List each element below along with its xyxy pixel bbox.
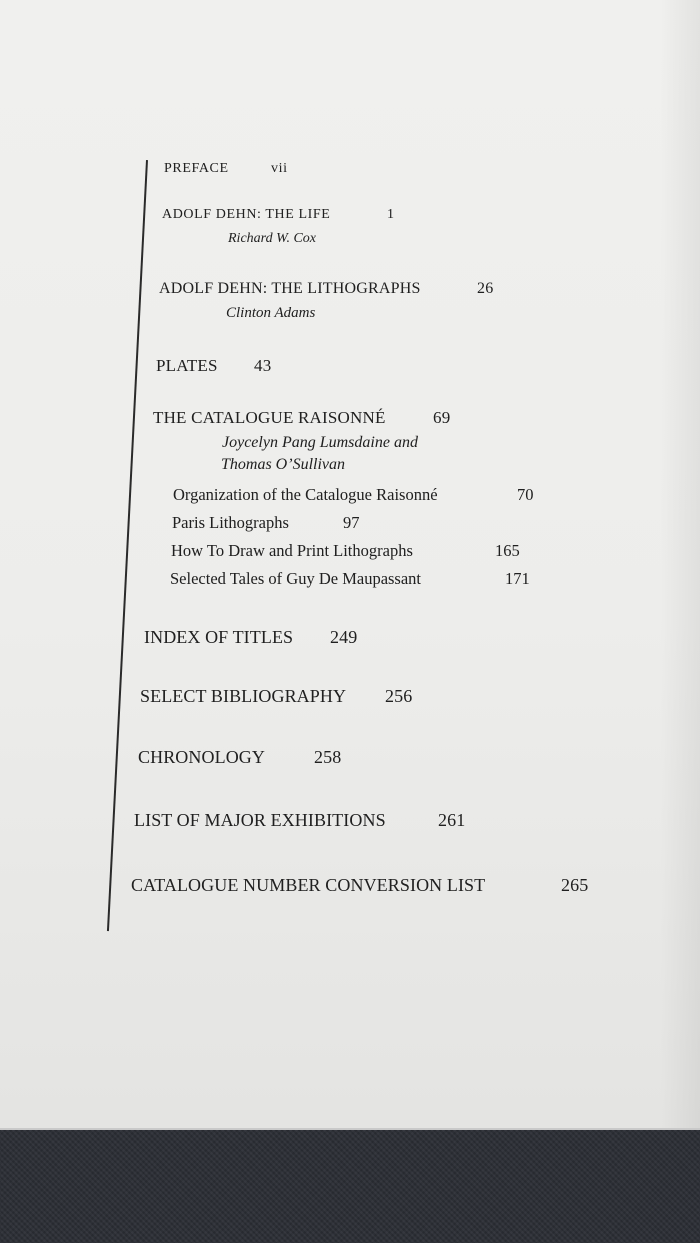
toc-entry-plates: PLATES bbox=[156, 356, 218, 375]
toc-entry-chronology: CHRONOLOGY bbox=[138, 747, 265, 767]
toc-subentry-page: 165 bbox=[495, 541, 520, 560]
book-cover-cloth bbox=[0, 1130, 700, 1243]
toc-author-catalogue-2: Thomas O’Sullivan bbox=[221, 456, 345, 473]
toc-subentry: How To Draw and Print Lithographs bbox=[171, 541, 413, 560]
toc-author-catalogue-1: Joycelyn Pang Lumsdaine and bbox=[222, 434, 418, 451]
toc-page-exhibitions: 261 bbox=[438, 810, 466, 830]
toc-page-life: 1 bbox=[387, 207, 395, 222]
toc-subentry: Organization of the Catalogue Raisonné bbox=[173, 485, 438, 504]
toc-title: PREFACE bbox=[164, 161, 229, 176]
toc-entry-conversion: CATALOGUE NUMBER CONVERSION LIST bbox=[131, 875, 486, 895]
toc-page-lithographs: 26 bbox=[477, 280, 494, 297]
toc-entry-exhibitions: LIST OF MAJOR EXHIBITIONS bbox=[134, 810, 386, 830]
toc-author-life: Richard W. Cox bbox=[228, 231, 317, 246]
toc-subentry-page: 70 bbox=[517, 485, 534, 504]
toc-entry-lithographs: ADOLF DEHN: THE LITHOGRAPHS bbox=[159, 280, 421, 297]
toc-page-index: 249 bbox=[330, 627, 358, 647]
toc-subentry: Paris Lithographs bbox=[172, 513, 289, 532]
toc-page-conversion: 265 bbox=[561, 875, 589, 895]
toc-page-catalogue: 69 bbox=[433, 408, 451, 427]
toc-subentry: Selected Tales of Guy De Maupassant bbox=[170, 569, 422, 588]
toc-author-lithographs: Clinton Adams bbox=[226, 305, 316, 321]
toc-subentry-page: 171 bbox=[505, 569, 530, 588]
toc-entry-catalogue: THE CATALOGUE RAISONNÉ bbox=[153, 408, 386, 427]
toc-page-preface: vii bbox=[271, 161, 288, 176]
toc-entry-bibliography: SELECT BIBLIOGRAPHY bbox=[140, 686, 347, 706]
toc-entry-life: ADOLF DEHN: THE LIFE bbox=[162, 207, 331, 222]
toc-subentry-page: 97 bbox=[343, 513, 360, 532]
toc-page-plates: 43 bbox=[254, 356, 272, 375]
toc-entry-preface bbox=[164, 161, 229, 177]
toc-entry-index: INDEX OF TITLES bbox=[144, 627, 294, 647]
toc-page-chronology: 258 bbox=[314, 747, 342, 767]
toc-page-bibliography: 256 bbox=[385, 686, 413, 706]
